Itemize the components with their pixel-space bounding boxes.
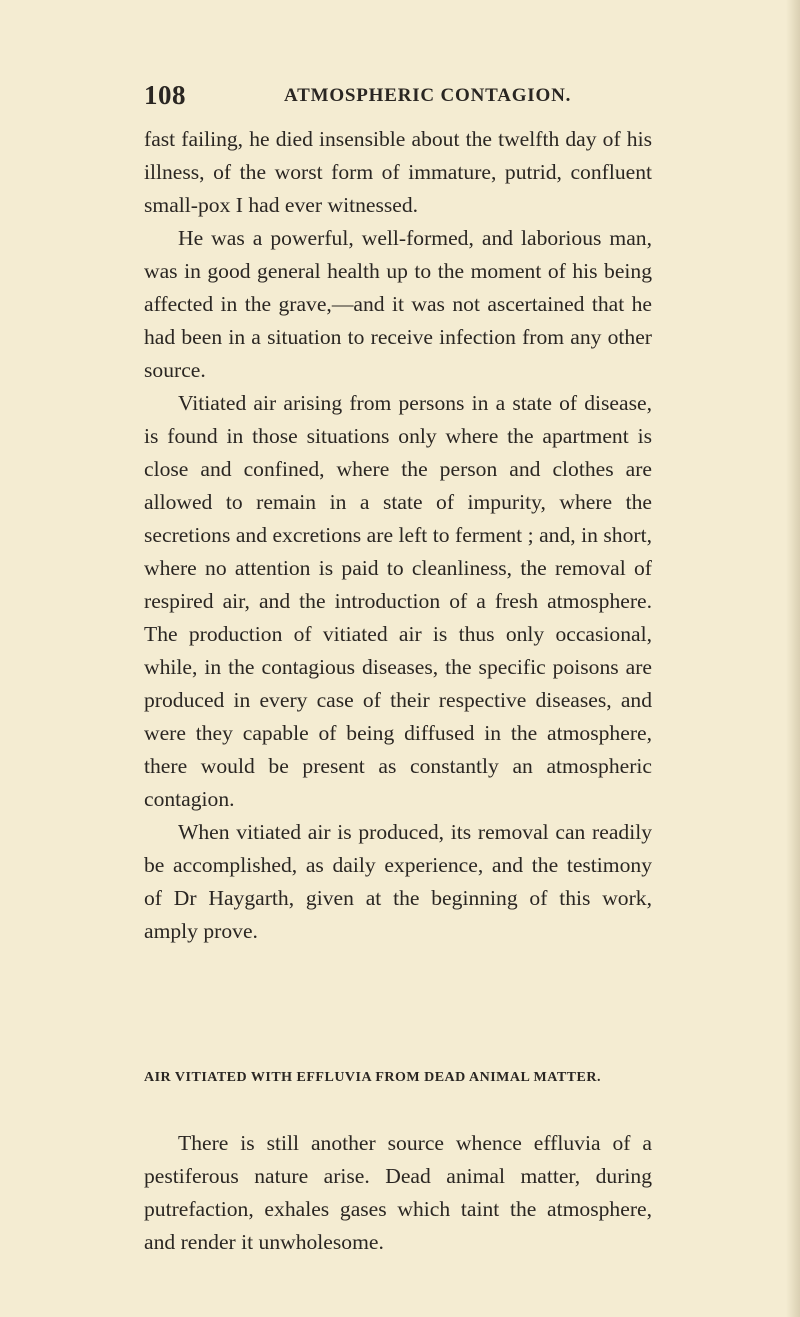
page-header (144, 80, 650, 114)
paragraph: There is still another source whence effluvia of a pestiferous nature arise. Dead animal matter, during putrefaction, exhales gases which taint the atmosphere, and render it unwholesome. (144, 1131, 652, 1254)
paragraph: He was a powerful, well-formed, and laborious man, was in good general health up to the moment of his being affected in the grave,—and it was not ascertained that he had been in a situation to receive infection from any other source. (144, 226, 652, 382)
main-text (144, 123, 652, 948)
page-number: 108 (144, 80, 186, 110)
paragraph: When vitiated air is produced, its removal can readily be accomplished, as daily experience, and the testimony of Dr Haygarth, given at the beginning of this work, amply prove. (144, 820, 652, 943)
paragraph: fast failing, he died insensible about the twelfth day of his illness, of the worst form of immature, putrid, confluent small-pox I had ever witnessed. (144, 127, 652, 217)
section-text (144, 1127, 652, 1259)
paragraph: Vitiated air arising from persons in a state of disease, is found in those situations only where the apartment is close and confined, where the person and clothes are allowed to remain in a state of impurity, where the secretions and excretions are left to ferment ; and, in short, where no attention is paid to cleanliness, the removal of respired air, and the introduction of a fresh atmosphere. The production of vitiated air is thus only occasional, while, in the contagious diseases, the specific poisons are produced in every case of their respective diseases, and were they capable of being diffused in the atmosphere, there would be present as constantly an atmospheric contagion. (144, 391, 652, 811)
section-heading: AIR VITIATED WITH EFFLUVIA FROM DEAD ANIMAL MATTER. (144, 1070, 601, 1085)
running-head: ATMOSPHERIC CONTAGION. (284, 85, 572, 106)
page-edge-shadow (786, 0, 800, 1317)
